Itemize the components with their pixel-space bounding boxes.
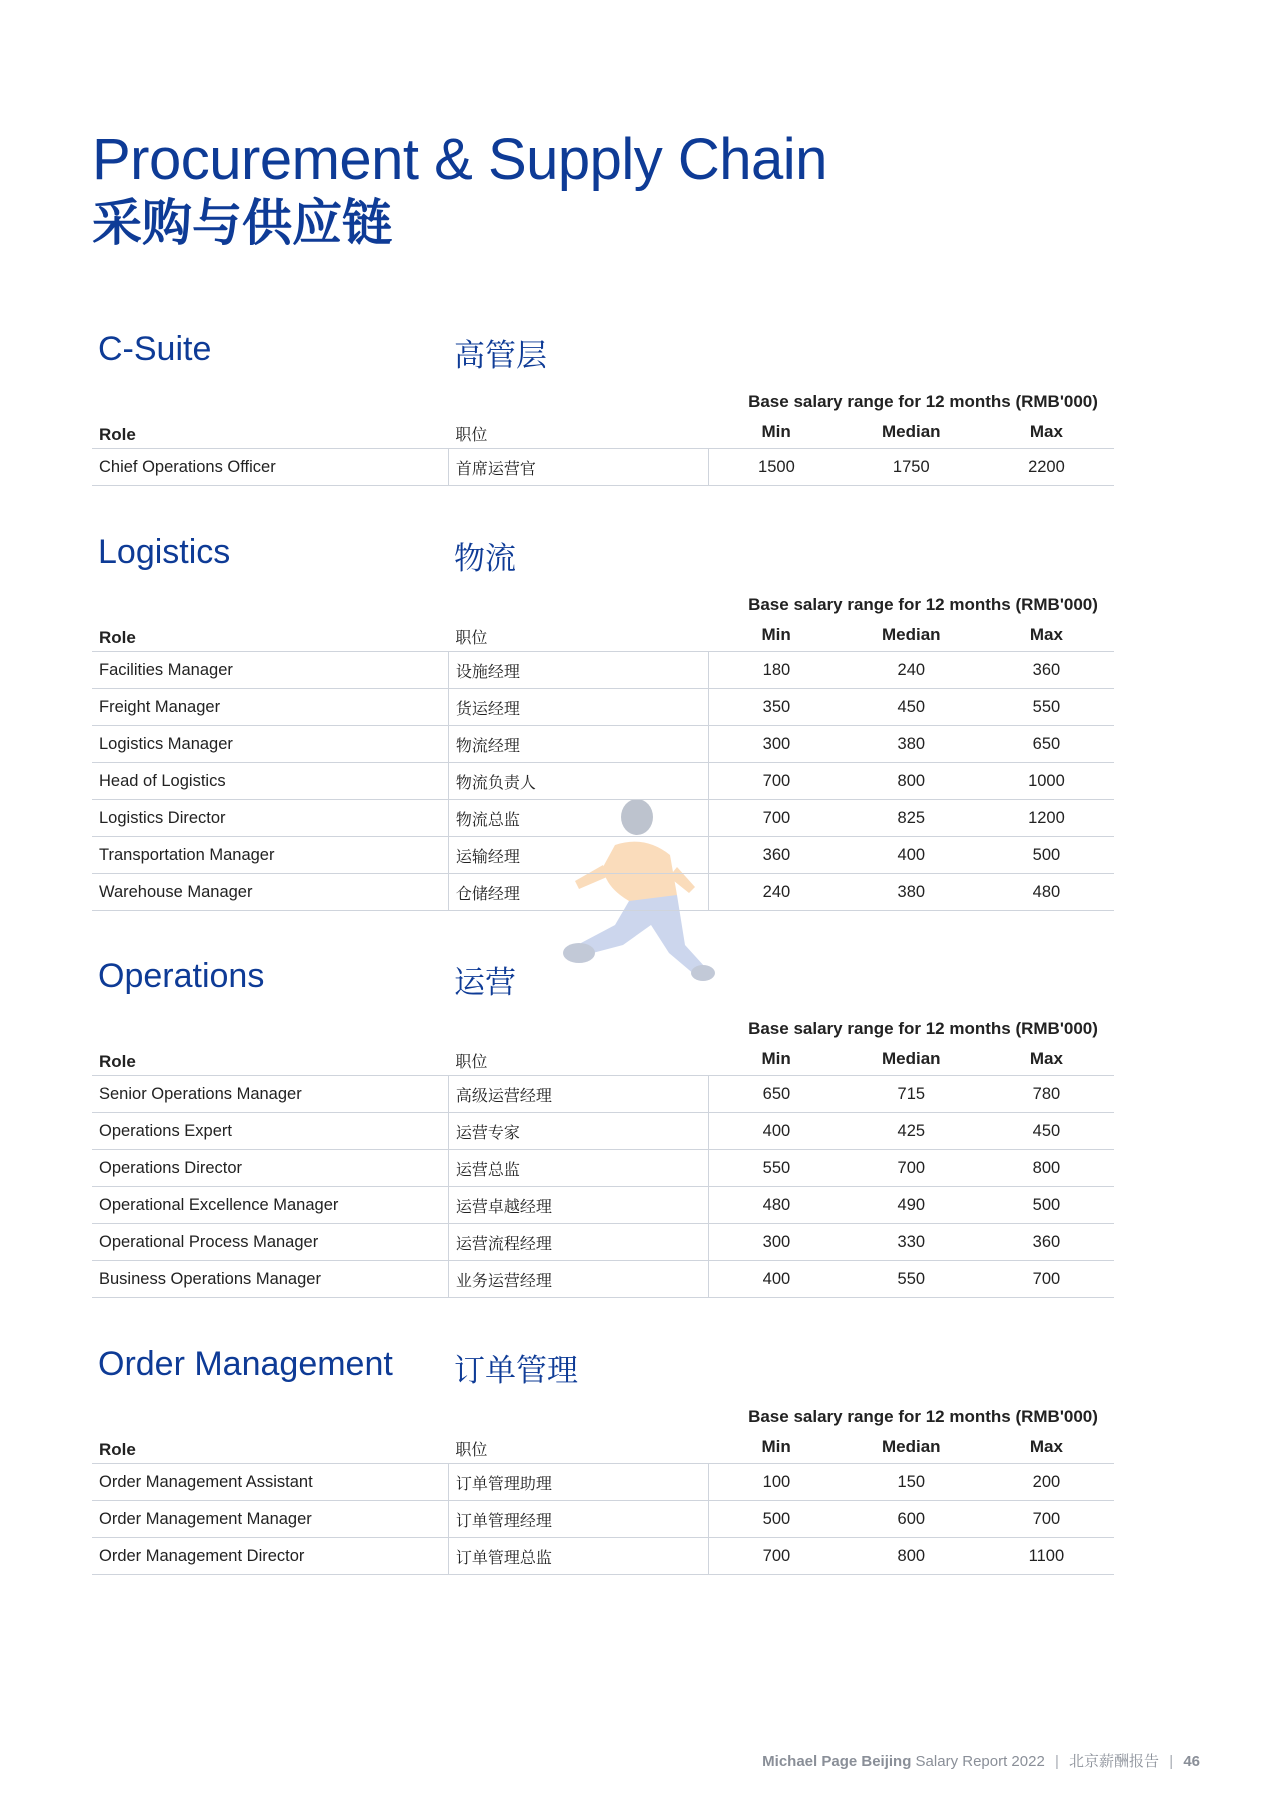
section-header [92, 330, 1114, 411]
salary-median: 800 [844, 1538, 979, 1575]
salary-median: 550 [844, 1261, 979, 1298]
salary-table [92, 1049, 1114, 1298]
salary-max: 1200 [979, 800, 1114, 837]
section-header [92, 533, 1114, 614]
footer-report: Salary Report 2022 [915, 1753, 1045, 1770]
salary-max: 2200 [979, 449, 1114, 486]
role-en: Operational Excellence Manager [92, 1187, 448, 1224]
role-zh: 业务运营经理 [448, 1261, 708, 1298]
section-title-en: Logistics [98, 533, 231, 571]
table-row [92, 1538, 1114, 1575]
header-role: Role [92, 422, 448, 449]
section-title-zh: 订单管理 [454, 1353, 578, 1389]
role-zh: 设施经理 [448, 652, 708, 689]
table-row [92, 1464, 1114, 1501]
salary-min: 1500 [709, 449, 844, 486]
footer-brand: Michael Page Beijing [762, 1753, 912, 1770]
table-row [92, 1187, 1114, 1224]
salary-median: 380 [844, 726, 979, 763]
salary-range-label: Base salary range for 12 months (RMB'000) [748, 392, 1098, 411]
section-operations [92, 957, 1114, 1298]
salary-max: 780 [979, 1076, 1114, 1113]
salary-median: 150 [844, 1464, 979, 1501]
salary-min: 400 [709, 1261, 844, 1298]
header-min: Min [709, 422, 844, 449]
salary-median: 700 [844, 1150, 979, 1187]
salary-median: 240 [844, 652, 979, 689]
salary-max: 360 [979, 652, 1114, 689]
page-title-zh: 采购与供应链 [92, 193, 392, 252]
role-zh: 物流总监 [448, 800, 708, 837]
role-zh: 订单管理经理 [448, 1501, 708, 1538]
salary-table [92, 1437, 1114, 1575]
salary-min: 300 [709, 726, 844, 763]
salary-max: 1100 [979, 1538, 1114, 1575]
role-zh: 订单管理助理 [448, 1464, 708, 1501]
role-en: Order Management Assistant [92, 1464, 448, 1501]
header-median: Median [844, 1049, 979, 1076]
header-max: Max [979, 1049, 1114, 1076]
table-row [92, 1501, 1114, 1538]
header-role-zh: 职位 [448, 1049, 708, 1076]
salary-min: 100 [709, 1464, 844, 1501]
salary-table [92, 625, 1114, 911]
role-zh: 订单管理总监 [448, 1538, 708, 1575]
header-max: Max [979, 1437, 1114, 1464]
table-row [92, 726, 1114, 763]
role-zh: 运营卓越经理 [448, 1187, 708, 1224]
role-en: Warehouse Manager [92, 874, 448, 911]
footer-separator: | [1054, 1753, 1059, 1770]
salary-range-label: Base salary range for 12 months (RMB'000) [748, 1019, 1098, 1038]
salary-min: 240 [709, 874, 844, 911]
salary-max: 1000 [979, 763, 1114, 800]
header-role-zh: 职位 [448, 625, 708, 652]
salary-min: 650 [709, 1076, 844, 1113]
section-title-en: C-Suite [98, 330, 212, 368]
role-zh: 运输经理 [448, 837, 708, 874]
salary-median: 425 [844, 1113, 979, 1150]
header-role: Role [92, 1437, 448, 1464]
salary-min: 550 [709, 1150, 844, 1187]
header-min: Min [709, 625, 844, 652]
role-zh: 运营专家 [448, 1113, 708, 1150]
salary-max: 800 [979, 1150, 1114, 1187]
header-role: Role [92, 625, 448, 652]
role-en: Head of Logistics [92, 763, 448, 800]
salary-max: 500 [979, 837, 1114, 874]
role-en: Senior Operations Manager [92, 1076, 448, 1113]
salary-min: 700 [709, 1538, 844, 1575]
salary-max: 500 [979, 1187, 1114, 1224]
salary-max: 200 [979, 1464, 1114, 1501]
salary-max: 360 [979, 1224, 1114, 1261]
role-zh: 物流经理 [448, 726, 708, 763]
table-header-row [92, 422, 1114, 449]
table-row [92, 1076, 1114, 1113]
section-header [92, 957, 1114, 1038]
salary-min: 300 [709, 1224, 844, 1261]
salary-max: 550 [979, 689, 1114, 726]
header-median: Median [844, 422, 979, 449]
section-title-en: Operations [98, 957, 265, 995]
page-number: 46 [1183, 1753, 1200, 1770]
role-en: Logistics Manager [92, 726, 448, 763]
role-en: Chief Operations Officer [92, 449, 448, 486]
header-median: Median [844, 625, 979, 652]
table-row [92, 449, 1114, 486]
salary-table [92, 422, 1114, 486]
table-row [92, 652, 1114, 689]
salary-median: 450 [844, 689, 979, 726]
salary-max: 700 [979, 1261, 1114, 1298]
salary-min: 350 [709, 689, 844, 726]
salary-median: 800 [844, 763, 979, 800]
table-row [92, 1150, 1114, 1187]
section-header [92, 1345, 1114, 1426]
page-title-en: Procurement & Supply Chain [92, 127, 827, 192]
header-role-zh: 职位 [448, 422, 708, 449]
role-en: Order Management Manager [92, 1501, 448, 1538]
salary-median: 400 [844, 837, 979, 874]
role-en: Operations Expert [92, 1113, 448, 1150]
header-max: Max [979, 625, 1114, 652]
salary-min: 700 [709, 763, 844, 800]
header-min: Min [709, 1437, 844, 1464]
table-row [92, 689, 1114, 726]
salary-median: 715 [844, 1076, 979, 1113]
section-title-zh: 物流 [454, 541, 516, 577]
table-row [92, 837, 1114, 874]
page-footer [762, 1750, 1200, 1771]
salary-min: 180 [709, 652, 844, 689]
salary-median: 1750 [844, 449, 979, 486]
salary-max: 480 [979, 874, 1114, 911]
table-row [92, 874, 1114, 911]
role-en: Facilities Manager [92, 652, 448, 689]
table-row [92, 1113, 1114, 1150]
role-zh: 首席运营官 [448, 449, 708, 486]
salary-min: 480 [709, 1187, 844, 1224]
section-title-zh: 运营 [454, 965, 516, 1001]
role-zh: 物流负责人 [448, 763, 708, 800]
role-zh: 货运经理 [448, 689, 708, 726]
header-role-zh: 职位 [448, 1437, 708, 1464]
footer-separator: | [1169, 1753, 1174, 1770]
salary-median: 330 [844, 1224, 979, 1261]
section-title-en: Order Management [98, 1345, 393, 1383]
role-zh: 高级运营经理 [448, 1076, 708, 1113]
header-role: Role [92, 1049, 448, 1076]
salary-range-label: Base salary range for 12 months (RMB'000) [748, 595, 1098, 614]
salary-min: 700 [709, 800, 844, 837]
table-row [92, 1224, 1114, 1261]
salary-min: 400 [709, 1113, 844, 1150]
salary-median: 490 [844, 1187, 979, 1224]
role-en: Business Operations Manager [92, 1261, 448, 1298]
salary-median: 825 [844, 800, 979, 837]
header-median: Median [844, 1437, 979, 1464]
salary-max: 450 [979, 1113, 1114, 1150]
role-zh: 仓储经理 [448, 874, 708, 911]
footer-report-zh: 北京薪酬报告 [1069, 1752, 1160, 1770]
table-header-row [92, 625, 1114, 652]
table-row [92, 763, 1114, 800]
salary-median: 600 [844, 1501, 979, 1538]
role-en: Freight Manager [92, 689, 448, 726]
page-title [92, 128, 827, 251]
section-c-suite [92, 330, 1114, 486]
table-header-row [92, 1437, 1114, 1464]
section-title-zh: 高管层 [454, 338, 547, 374]
role-zh: 运营总监 [448, 1150, 708, 1187]
role-en: Operations Director [92, 1150, 448, 1187]
table-row [92, 800, 1114, 837]
role-en: Logistics Director [92, 800, 448, 837]
section-order-management [92, 1345, 1114, 1575]
role-en: Order Management Director [92, 1538, 448, 1575]
header-max: Max [979, 422, 1114, 449]
salary-min: 360 [709, 837, 844, 874]
salary-min: 500 [709, 1501, 844, 1538]
header-min: Min [709, 1049, 844, 1076]
role-zh: 运营流程经理 [448, 1224, 708, 1261]
role-en: Transportation Manager [92, 837, 448, 874]
salary-max: 650 [979, 726, 1114, 763]
salary-range-label: Base salary range for 12 months (RMB'000) [748, 1407, 1098, 1426]
salary-max: 700 [979, 1501, 1114, 1538]
role-en: Operational Process Manager [92, 1224, 448, 1261]
salary-median: 380 [844, 874, 979, 911]
table-header-row [92, 1049, 1114, 1076]
section-logistics [92, 533, 1114, 911]
table-row [92, 1261, 1114, 1298]
